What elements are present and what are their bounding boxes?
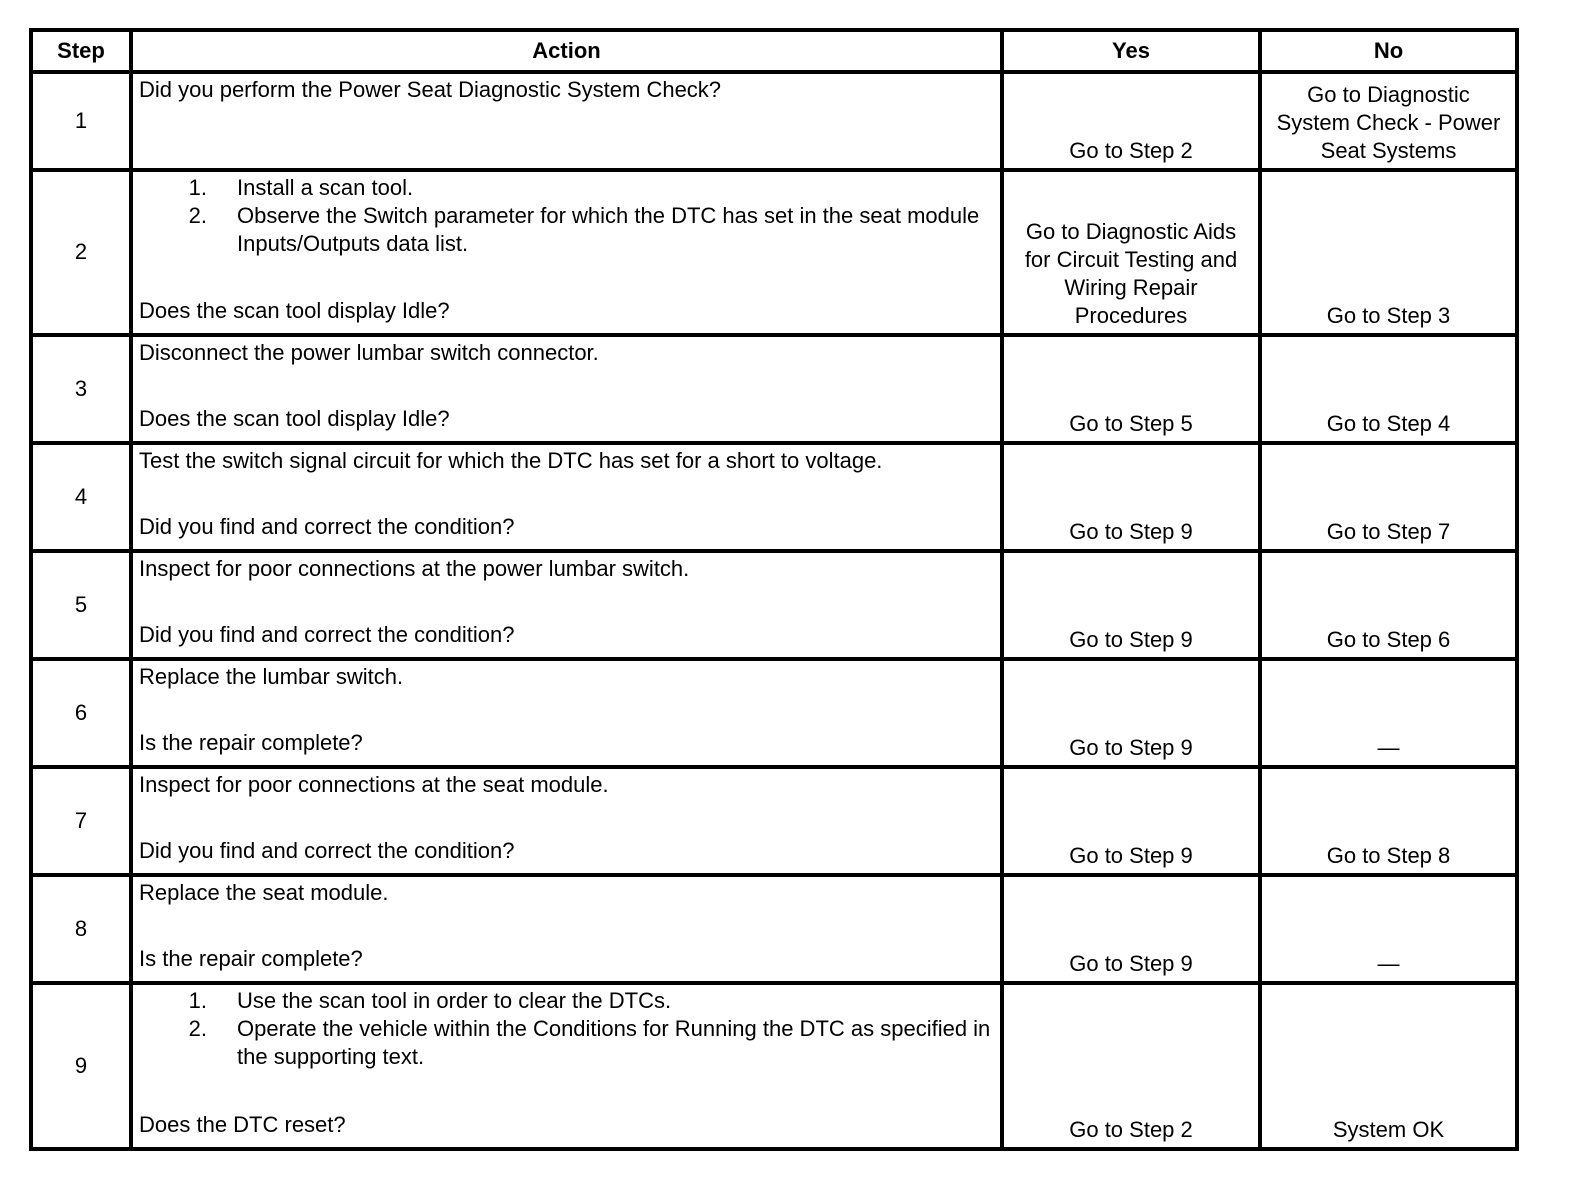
action-instruction: Disconnect the power lumbar switch connector. xyxy=(139,340,599,365)
table-row xyxy=(31,767,1517,875)
action-instruction: Replace the lumbar switch. xyxy=(139,664,404,689)
step-number: 9 xyxy=(31,983,131,1149)
header-row xyxy=(31,30,1517,72)
header-step: Step xyxy=(31,30,131,72)
list-item-text: Observe the Switch parameter for which the DTC has set in the seat module Inputs/Outputs data list. xyxy=(237,203,980,256)
yes-result: Go to Step 2 xyxy=(1002,72,1260,170)
action-instruction: Inspect for poor connections at the power lumbar switch. xyxy=(139,556,690,581)
action-cell xyxy=(131,72,1002,170)
header-yes: Yes xyxy=(1002,30,1260,72)
action-cell xyxy=(131,767,1002,875)
action-question: Is the repair complete? xyxy=(139,730,363,755)
yes-result: Go to Step 2 xyxy=(1002,983,1260,1149)
yes-result: Go to Step 9 xyxy=(1002,659,1260,767)
no-result: Go to Step 3 xyxy=(1260,170,1517,335)
action-cell xyxy=(131,335,1002,443)
step-number: 3 xyxy=(31,335,131,443)
action-cell xyxy=(131,443,1002,551)
action-cell xyxy=(131,170,1002,335)
no-result: System OK xyxy=(1260,983,1517,1149)
yes-result: Go to Step 5 xyxy=(1002,335,1260,443)
no-result: Go to Step 6 xyxy=(1260,551,1517,659)
action-list xyxy=(139,987,994,1071)
action-question: Did you find and correct the condition? xyxy=(139,838,515,863)
action-instruction: Did you perform the Power Seat Diagnostic System Check? xyxy=(139,77,722,102)
action-cell xyxy=(131,551,1002,659)
action-cell xyxy=(131,659,1002,767)
header-no: No xyxy=(1260,30,1517,72)
yes-result: Go to Diagnostic Aids for Circuit Testing and Wiring Repair Procedures xyxy=(1002,170,1260,335)
no-result: — xyxy=(1260,875,1517,983)
action-question: Does the scan tool display Idle? xyxy=(139,406,450,431)
action-question: Does the DTC reset? xyxy=(139,1112,346,1137)
header-action: Action xyxy=(131,30,1002,72)
action-question: Is the repair complete? xyxy=(139,946,363,971)
list-item-number: 2. xyxy=(188,203,207,228)
list-item-text: Install a scan tool. xyxy=(237,175,414,200)
list-item-number: 2. xyxy=(188,1016,207,1041)
yes-result: Go to Step 9 xyxy=(1002,551,1260,659)
step-number: 8 xyxy=(31,875,131,983)
step-number: 1 xyxy=(31,72,131,170)
action-instruction: Test the switch signal circuit for which the DTC has set for a short to voltage. xyxy=(139,448,883,473)
table-body xyxy=(31,72,1517,1149)
yes-result: Go to Step 9 xyxy=(1002,443,1260,551)
no-result: Go to Step 7 xyxy=(1260,443,1517,551)
step-number: 5 xyxy=(31,551,131,659)
list-item-number: 1. xyxy=(188,175,207,200)
action-list xyxy=(139,174,994,258)
action-instruction: Inspect for poor connections at the seat module. xyxy=(139,772,609,797)
yes-result: Go to Step 9 xyxy=(1002,875,1260,983)
diagnostic-table xyxy=(29,28,1519,1151)
action-instruction: Replace the seat module. xyxy=(139,880,389,905)
action-question: Did you find and correct the condition? xyxy=(139,514,515,539)
no-result: Go to Step 4 xyxy=(1260,335,1517,443)
table-row xyxy=(31,875,1517,983)
list-item-number: 1. xyxy=(188,988,207,1013)
step-number: 2 xyxy=(31,170,131,335)
action-cell xyxy=(131,875,1002,983)
action-list-item xyxy=(139,1015,994,1071)
list-item-text: Use the scan tool in order to clear the DTCs. xyxy=(237,988,672,1013)
no-result: Go to Diagnostic System Check - Power Seat Systems xyxy=(1260,72,1517,170)
table-row xyxy=(31,983,1517,1149)
table-row xyxy=(31,659,1517,767)
action-cell xyxy=(131,983,1002,1149)
table-row xyxy=(31,170,1517,335)
list-item-text: Operate the vehicle within the Conditions for Running the DTC as specified in the supporting text. xyxy=(237,1016,991,1069)
step-number: 4 xyxy=(31,443,131,551)
table-row xyxy=(31,443,1517,551)
table-row xyxy=(31,335,1517,443)
no-result: Go to Step 8 xyxy=(1260,767,1517,875)
step-number: 7 xyxy=(31,767,131,875)
action-list-item xyxy=(139,202,994,258)
table-row xyxy=(31,72,1517,170)
step-number: 6 xyxy=(31,659,131,767)
action-list-item xyxy=(139,174,994,202)
yes-result: Go to Step 9 xyxy=(1002,767,1260,875)
table-row xyxy=(31,551,1517,659)
no-result: — xyxy=(1260,659,1517,767)
action-question: Did you find and correct the condition? xyxy=(139,622,515,647)
action-question: Does the scan tool display Idle? xyxy=(139,298,450,323)
action-list-item xyxy=(139,987,994,1015)
